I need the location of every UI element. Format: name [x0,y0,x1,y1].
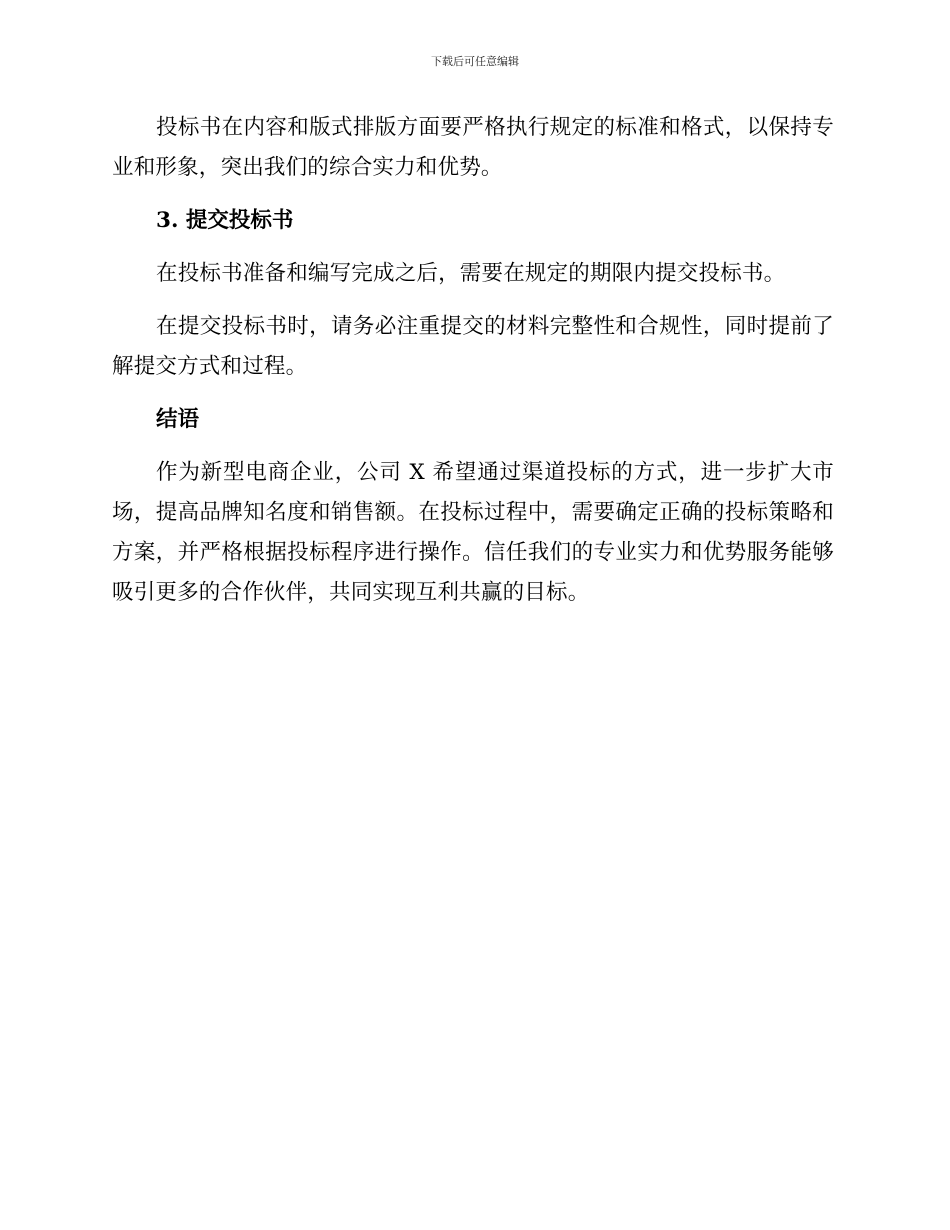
section-heading-conclusion: 结语 [156,407,200,432]
paragraph-conclusion: 作为新型电商企业，公司 X 希望通过渠道投标的方式，进一步扩大市场，提高品牌知名度和销售额。在投标过程中，需要确定正确的投标策略和方案，并严格根据投标程序进行操作。信任我们的专业实力和优势服务能够吸引更多的合作伙伴，共同实现互利共赢的目标。 [112,460,834,605]
paragraph-submit-deadline: 在投标书准备和编写完成之后，需要在规定的期限内提交投标书。 [156,261,786,286]
document-body [112,108,834,626]
page-header: 下载后可任意编辑 [431,55,519,68]
paragraph-format-standards: 投标书在内容和版式排版方面要严格执行规定的标准和格式，以保持专业和形象，突出我们的综合实力和优势。 [112,115,834,180]
paragraph-submit-compliance: 在提交投标书时，请务必注重提交的材料完整性和合规性，同时提前了解提交方式和过程。 [112,314,834,379]
section-heading-submit: 3. 提交投标书 [156,208,294,233]
